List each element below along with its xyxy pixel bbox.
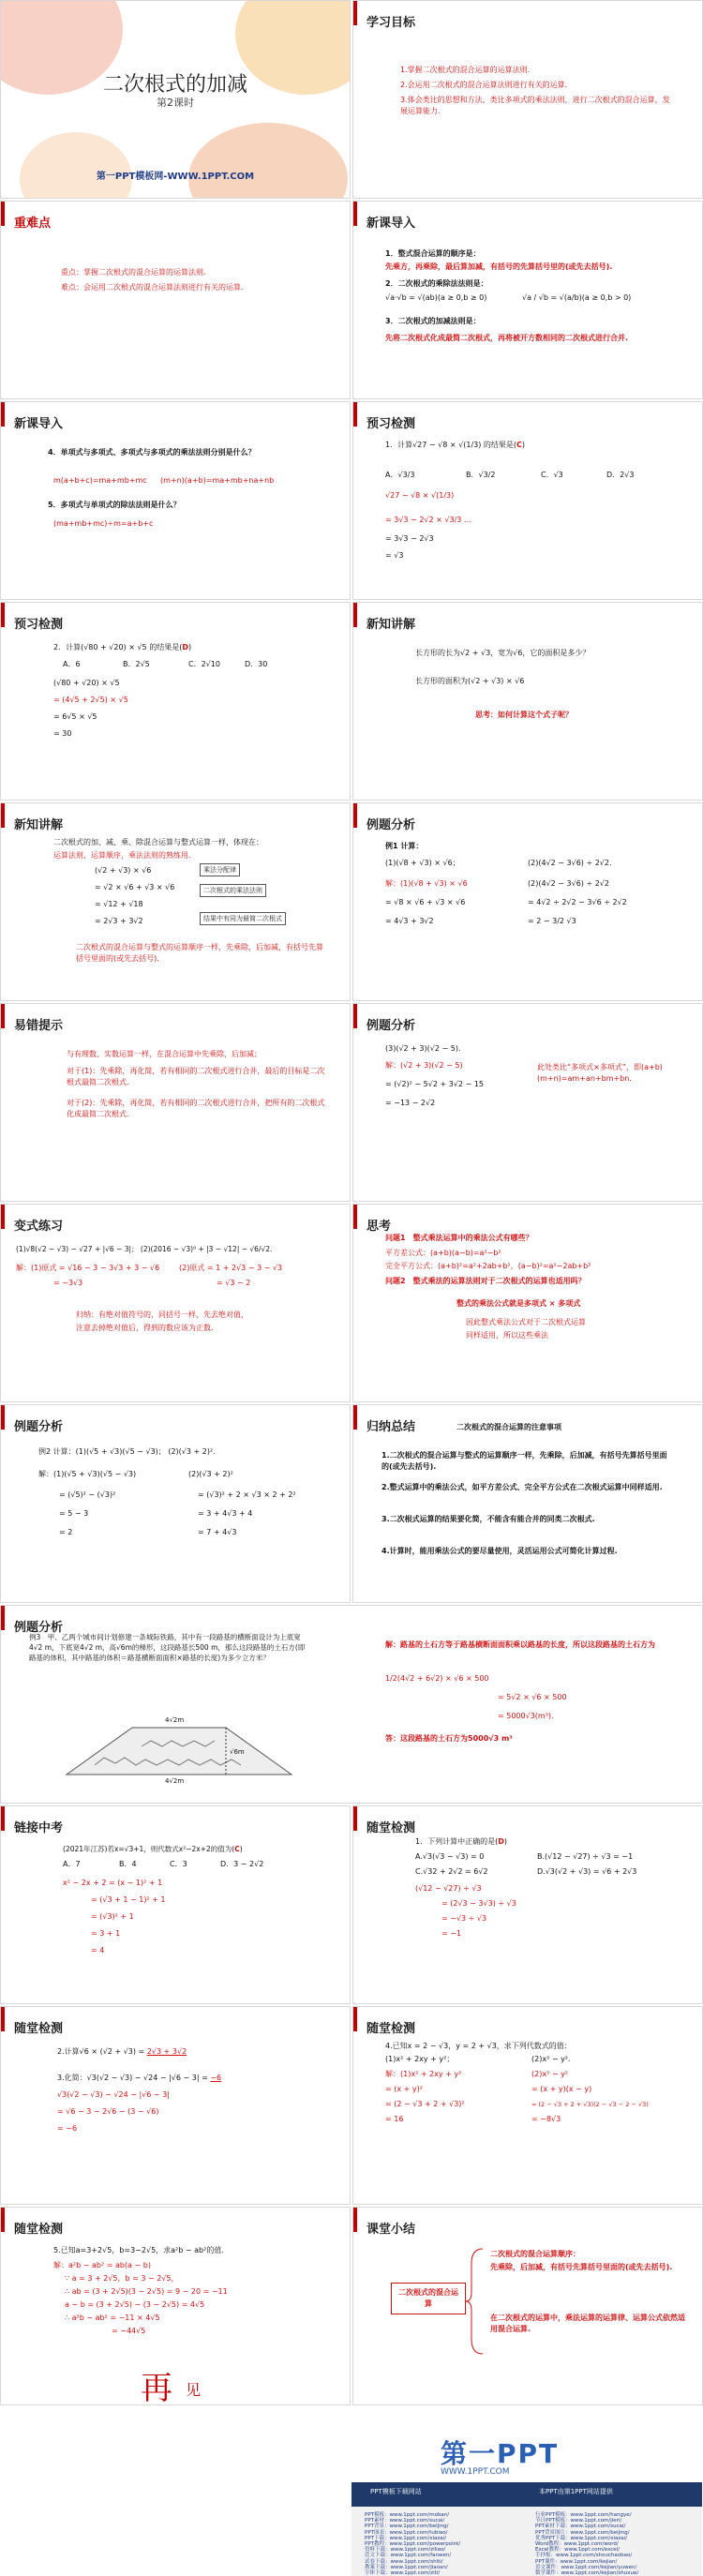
step: ∵ a = 3 + 2√5，b = 3 − 2√5，: [65, 2274, 179, 2283]
step: (2)(4√2 − 3√6) ÷ 2√2: [528, 879, 609, 888]
caution-slide: [0, 1003, 351, 1202]
answer: = −3√3: [53, 1279, 83, 1287]
option: B．4: [119, 1860, 137, 1868]
step: = 30: [53, 729, 72, 738]
brand-footer: [352, 2482, 702, 2576]
recap-item: 二次根式的混合运算顺序：: [490, 2250, 580, 2258]
step: = −1: [441, 1929, 462, 1938]
trapezoid-shape: [67, 1728, 292, 1775]
question: 2．二次根式的乘除法法则是：: [385, 279, 488, 288]
preview-slide-1: [352, 401, 703, 600]
option: C.√32 + 2√2 = 6√2: [415, 1867, 488, 1876]
note-item: 2.整式运算中的乘法公式，如平方差公式、完全平方公式在二次根式运算中同样适用.: [381, 1483, 663, 1491]
header-bar: [1, 1606, 5, 1630]
header-bar: [353, 1205, 357, 1229]
step: a − b = (3 + 2√5) − (3 − 2√5) = 4√5: [65, 2300, 205, 2309]
caution-line: 对于(2)：先乘除，再化简，若有相同的二次根式进行合并，把所有的二次根式化成最简二次根式.: [67, 1099, 325, 1118]
slide-title: 变式练习: [14, 1220, 64, 1234]
decor-blob: [188, 123, 348, 199]
question: 4.已知x = 2 − √3，y = 2 + √3，求下列代数式的值：: [385, 2042, 572, 2050]
recap-center: 二次根式的混合运算: [391, 2283, 466, 2314]
slide-title: 例题分析: [14, 1621, 64, 1635]
cover-slide: [0, 0, 351, 199]
annotation-box: 乘法分配律: [200, 863, 240, 876]
step: = −44√5: [112, 2327, 146, 2335]
class-check-slide-4: [0, 2207, 351, 2405]
question-end: ): [503, 1837, 507, 1846]
answer-choice: D: [182, 643, 188, 651]
tip: 归纳：有绝对值符号的，同括号一样，先去绝对值，: [76, 1310, 248, 1319]
header-bar: [1, 1405, 5, 1430]
option: B．2√5: [123, 660, 150, 668]
intro-slide-1: [352, 201, 703, 399]
answer: 因此整式乘法公式对于二次根式运算: [466, 1318, 586, 1326]
header-bar: [353, 603, 357, 627]
think-slide: [352, 1204, 703, 1402]
slide-title: 链接中考: [14, 1821, 64, 1835]
step: = 3√3 − 2√3: [385, 534, 434, 543]
key-points-slide: [0, 201, 351, 399]
header-bar: [1, 2208, 5, 2232]
note-item: 1.二次根式的混合运算与整式的运算顺序一样，先乘除，后加减，有括号先算括号里面的(或先去括号).: [381, 1451, 667, 1471]
step: = 4: [91, 1946, 105, 1954]
step: = (√3)² + 2 × √3 × 2 + 2²: [198, 1490, 296, 1499]
step: = 5√2 × √6 × 500: [498, 1693, 567, 1701]
footer-link[interactable]: PPT素材下载：www.1ppt.com/sucai/: [535, 2524, 626, 2530]
question: (3)(√2 + 3)(√2 − 5).: [385, 1044, 461, 1053]
step: = (2 − √3 + 2 + √3)(2 − √3 − 2 − √3): [531, 2101, 649, 2108]
question: (2)(4√2 − 3√6) ÷ 2√2.: [528, 859, 612, 867]
class-check-slide-3: [352, 2006, 703, 2205]
question: 5．多项式与单项式的除法法则是什么？: [48, 501, 181, 509]
slide-title: 预习检测: [14, 618, 64, 632]
header-bar: [1, 402, 5, 427]
problem: 问题1 整式乘法运算中的乘法公式有哪些？: [385, 1234, 533, 1242]
slide-title: 随堂检测: [366, 2022, 416, 2036]
option: D．3 − 2√2: [220, 1860, 264, 1868]
option: A．6: [63, 660, 81, 668]
example-slide-4: [0, 1605, 703, 1804]
step: = −6: [57, 2124, 78, 2133]
header-bar: [1, 202, 5, 226]
recap-item: 在二次根式的运算中，乘法运算的运算律、运算公式依然适用混合运算.: [490, 2314, 685, 2333]
question: 4．单项式与多项式、多项式与多项式的乘法法则分别是什么？: [48, 448, 256, 457]
footer-link[interactable]: 试卷下载：www.1ppt.com/shiti/: [365, 2558, 443, 2565]
question: [57, 2046, 187, 2058]
question-text: 1．下列计算中正确的是(: [415, 1837, 499, 1846]
footer-link[interactable]: PPT教程：www.1ppt.com/powerpoint/: [365, 2541, 461, 2547]
option: D．2√3: [606, 471, 635, 479]
footer-link[interactable]: 范文下载：www.1ppt.com/fanwen/: [365, 2553, 452, 2559]
option: D．30: [245, 660, 268, 668]
step: = (2√3 − 3√3) ÷ √3: [441, 1899, 516, 1908]
step: = 2√3 + 3√2: [95, 917, 143, 925]
header-bar: [353, 402, 357, 427]
question: 5.已知a=3+2√5，b=3−2√5，求a²b − ab²的值.: [53, 2246, 224, 2254]
step: = √3: [385, 551, 404, 560]
answer-choice: C: [234, 1845, 240, 1853]
question: 3．二次根式的加减法则是：: [385, 317, 481, 325]
summary-note-slide: [352, 1404, 703, 1603]
example-label: 例1 计算：: [385, 842, 424, 850]
step: = −√3 ÷ √3: [441, 1914, 487, 1923]
step: = √12 + √18: [95, 900, 143, 908]
difficulty-point: 难点：会运用二次根式的混合运算法则进行有关的运算.: [61, 283, 244, 292]
answer: 先乘方，再乘除，最后算加减，有括号的先算括号里的(或先去括号).: [385, 262, 613, 271]
step: = (√3 + 1 − 1)² + 1: [91, 1895, 166, 1904]
footer-link[interactable]: PPT课件：www.1ppt.com/kejian/: [535, 2558, 618, 2565]
think-prompt: 思考：如何计算这个式子呢？: [475, 711, 573, 719]
formula: √a / √b = √(a/b)(a ≥ 0,b > 0): [522, 293, 632, 302]
answer: 答：这段路基的土石方为5000√3 m³: [385, 1734, 513, 1743]
preview-slide-2: [0, 602, 351, 801]
option: A.√3(√3 − √3) = 0: [415, 1852, 485, 1861]
formula: (m+n)(a+b)=ma+mb+na+nb: [160, 476, 275, 485]
question-end: ): [521, 441, 526, 449]
class-check-slide-1: [352, 1805, 703, 2004]
header-bar: [1, 1004, 5, 1028]
step: = 3√3 − 2√2 × √3/3 ...: [385, 516, 471, 524]
step: = (4√5 + 2√5) × √5: [53, 696, 128, 704]
footer-link[interactable]: 行业PPT模板：www.1ppt.com/hangye/: [535, 2512, 632, 2518]
footer-link[interactable]: Word教程：www.1ppt.com/word/: [535, 2541, 619, 2547]
problem: 例3 甲、乙两个城市间计划修建一条城际铁路，其中有一段路基的横断面设计为上底宽4√2 m，下底宽4√2 m，高√6m的梯形，这段路基长500 m，那么这段路基的土石方(即路基的体积，其中路基的体积＝路基横断面面积×路基的长度)为多少立方米？: [29, 1633, 306, 1662]
step: = 5 − 3: [59, 1509, 89, 1518]
step: = (√2)² − 5√2 + 3√2 − 15: [385, 1080, 484, 1088]
intro-slide-2: [0, 401, 351, 600]
step: (√80 + √20) × √5: [53, 679, 120, 687]
step: = √8 × √6 + √3 × √6: [385, 898, 466, 906]
practice-slide: [0, 1204, 351, 1402]
footer-link[interactable]: PPT下载：www.1ppt.com/xiazai/: [365, 2535, 447, 2541]
footer-link[interactable]: 优秀PPT下载：www.1ppt.com/xiazai/: [535, 2535, 628, 2541]
intro-text: 运算法则，运算顺序，乘法法则的熟练用.: [53, 851, 191, 860]
cover-title: 二次根式的加减: [102, 73, 247, 97]
answer: = √3 − 2: [217, 1279, 251, 1287]
header-bar: [353, 803, 357, 828]
step: = (2 − √3 + 2 + √3)²: [385, 2100, 465, 2108]
step: = 5000√3(m³).: [498, 1712, 554, 1720]
step: = (x + y)(x − y): [531, 2085, 592, 2093]
heading: 二次根式的混合运算的注意事项: [456, 1423, 561, 1431]
objective-item: 2.会运用二次根式的混合运算法则进行有关的运算.: [400, 81, 568, 89]
note: 此处类比“多项式×多项式”，即(a+b)(m+n)=am+an+bm+bn.: [537, 1063, 663, 1083]
answer: (2)原式 = 1 + 2√3 − 3 − √3: [179, 1264, 283, 1272]
recap-slide: [352, 2207, 703, 2405]
note-item: 4.计算时，能用乘法公式的要尽量使用，灵活运用公式可简化计算过程.: [381, 1547, 618, 1555]
step: = (√5)² − (√3)²: [59, 1490, 116, 1499]
step: √27 − √8 × √(1/3): [385, 491, 455, 500]
step: = −8√3: [531, 2115, 561, 2123]
option: B.(√12 − √27) ÷ √3 = −1: [537, 1852, 634, 1861]
objective-item: 1.掌握二次根式的混合运算的运算法则.: [400, 66, 531, 74]
header-bar: [353, 1405, 357, 1430]
example-slide-3: [0, 1404, 351, 1603]
formula: 平方差公式：(a+b)(a−b)=a²−b²: [385, 1249, 501, 1257]
step: = 3 + 1: [91, 1929, 121, 1938]
annotation-box: 二次根式的乘法法则: [200, 884, 266, 897]
slide-title: 归纳总结: [366, 1420, 416, 1434]
dimension-label: 4√2m: [165, 1777, 185, 1784]
brace-lines: [466, 2245, 485, 2358]
question: [385, 440, 525, 451]
question-end: ): [187, 643, 192, 651]
step: ∴ ab = (3 + 2√5)(3 − 2√5) = 9 − 20 = −11: [65, 2287, 228, 2296]
key-point: 重点：掌握二次根式的混合运算的运算法则.: [61, 268, 206, 277]
example-slide-2: [352, 1003, 703, 1202]
option: C．√3: [541, 471, 563, 479]
slide-title: 新课导入: [14, 417, 64, 431]
slide-title: 例题分析: [14, 1420, 64, 1434]
footer-link[interactable]: PPT图表：www.1ppt.com/tubiao/: [365, 2529, 448, 2536]
step: 解：(1)(√8 + √3) × √6: [385, 879, 468, 888]
footer-link[interactable]: PPT模板：www.1ppt.com/moban/: [365, 2512, 450, 2518]
slide-title: 思考: [366, 1220, 392, 1234]
question-text: 1．计算√27 − √8 × √(1/3) 的结果是(: [385, 441, 517, 449]
option: D.√3(√2 + √3) = √6 + 2√3: [537, 1867, 637, 1876]
question-text: 3.化简：√3(√2 − √3) − √24 − |√6 − 3| =: [57, 2074, 211, 2082]
header-bar: [1, 803, 5, 828]
annotation-box: 结果中有同为最简二次根式: [200, 912, 286, 925]
step: ∴ a²b − ab² = −11 × 4√5: [65, 2314, 160, 2322]
part: (1)x² + 2xy + y²；: [385, 2055, 455, 2063]
goodbye-text-small: 见: [186, 2381, 202, 2399]
question: 长方形的面积为(√2 + √3) × √6: [415, 677, 525, 685]
footer-link[interactable]: PPT素材：www.1ppt.com/sucai/: [365, 2518, 445, 2524]
question: 长方形的长为√2 + √3，宽为√6，它的面积是多少？: [415, 649, 591, 657]
footer-link[interactable]: 教案下载：www.1ppt.com/jiaoan/: [365, 2564, 448, 2570]
slide-title: 例题分析: [366, 1019, 416, 1033]
step: = 4√2 ÷ 2√2 − 3√6 ÷ 2√2: [528, 898, 627, 906]
brand-logo: 第一PPT: [441, 2438, 560, 2469]
answer: 先将二次根式化成最简二次根式，再将被开方数相同的二次根式进行合并.: [385, 334, 629, 342]
note-item: 3.二次根式运算的结果要化简，不能含有能合并的同类二次根式.: [381, 1515, 595, 1523]
header-bar: [353, 1806, 357, 1831]
step: = 2 − 3/2 √3: [528, 917, 576, 925]
formula: (ma+mb+mc)÷m=a+b+c: [53, 519, 154, 528]
recap-item: 先乘除，后加减，有括号先算括号里面的(或先去括号).: [490, 2263, 673, 2271]
footer-link[interactable]: 手抄报：www.1ppt.com/shouchaobao/: [535, 2553, 633, 2559]
cover-watermark: 第一PPT模板网-WWW.1PPT.COM: [96, 172, 255, 182]
dimension-label: √6m: [230, 1748, 245, 1756]
footer-link[interactable]: 字体下载：www.1ppt.com/ziti/: [365, 2570, 441, 2576]
step: = 2: [59, 1528, 73, 1536]
footer-link[interactable]: 资料下载：www.1ppt.com/ziliao/: [365, 2547, 446, 2554]
step: = 7 + 4√3: [198, 1528, 237, 1536]
footer-left-title: PPT模板下载网站: [370, 2488, 422, 2495]
header-bar: [1, 1806, 5, 1831]
question-text: 2.计算√6 × (√2 + √3) =: [57, 2047, 147, 2056]
option: A．√3/3: [385, 471, 415, 479]
answer: 同样适用，所以这些乘法: [466, 1331, 548, 1340]
footer-link[interactable]: 数学课件：www.1ppt.com/kejian/shuxue/: [535, 2570, 639, 2576]
step: = (√3)² + 1: [91, 1912, 134, 1921]
dimension-label: 4√2m: [165, 1716, 185, 1724]
step: = 4√3 + 3√2: [385, 917, 434, 925]
footer-link[interactable]: Excel教程：www.1ppt.com/excel/: [535, 2547, 621, 2554]
question: 1．整式混合运算的顺序是：: [385, 249, 481, 258]
step: = −13 − 2√2: [385, 1099, 436, 1107]
step: = √6 − 3 − 2√6 − (3 − √6): [57, 2107, 159, 2116]
step: √3(√2 − √3) − √24 − |√6 − 3|: [57, 2090, 170, 2099]
question: (1)√8(√2 − √3) − √27 + |√6 − 3|； (2)(2016 − √3)⁰ + |3 − √12| − √6/√2.: [16, 1245, 273, 1253]
formula: m(a+b+c)=ma+mb+mc: [53, 476, 147, 485]
part: (2)x² − y².: [531, 2055, 571, 2063]
option: C．2√10: [188, 660, 220, 668]
footer-link[interactable]: 节日PPT模板：www.1ppt.com/jieri/: [535, 2518, 622, 2524]
step: 1/2(4√2 + 6√2) × √6 × 500: [385, 1674, 489, 1683]
solution: 解：路基的土石方等于路基横断面面积乘以路基的长度，所以这段路基的土石方为: [385, 1640, 655, 1649]
formula: 完全平方公式：(a+b)²=a²+2ab+b²，(a−b)²=a²−2ab+b²: [385, 1262, 591, 1270]
decor-blob: [20, 132, 132, 199]
objectives-slide: [352, 0, 703, 199]
slide-title: 易错提示: [14, 1019, 64, 1033]
exam-link-slide: [0, 1805, 351, 2004]
question: [57, 2073, 221, 2084]
slide-title: 学习目标: [366, 16, 416, 30]
footer-link[interactable]: PPT背景图片：www.1ppt.com/beijing/: [535, 2529, 630, 2536]
slide-title: 随堂检测: [14, 2223, 64, 2237]
question: [53, 642, 191, 653]
answer: 解：(1)原式 = √16 − 3 − 3√3 + 3 − √6: [16, 1264, 160, 1272]
step: 解：(1)(√5 + √3)(√5 − √3): [38, 1470, 137, 1478]
header-bar: [1, 603, 5, 627]
answer-choice: D: [498, 1837, 504, 1846]
slide-title: 随堂检测: [366, 1821, 416, 1835]
tip: 注意去掉绝对值后，得到的数应该为正数.: [76, 1324, 214, 1332]
step: (√12 − √27) ÷ √3: [415, 1884, 482, 1893]
fill-answer: −6: [210, 2074, 222, 2082]
note: 二次根式的混合运算与整式的运算顺序一样，先乘除，后加减，有括号先算括号里面的(或先去括号).: [76, 943, 323, 963]
slide-title: 新知讲解: [366, 618, 416, 632]
goodbye-slide: [0, 2407, 351, 2576]
slide-title: 例题分析: [366, 818, 416, 832]
slide-title: 重难点: [14, 217, 52, 231]
caution-line: 与有理数、实数运算一样，在混合运算中先乘除，后加减；: [67, 1050, 262, 1058]
header-bar: [1, 2007, 5, 2031]
footer-right-title: 本PPT由第1PPT网站提供: [539, 2488, 613, 2495]
step: x² − 2x + 2 = (x − 1)² + 1: [63, 1879, 163, 1887]
example-slide-1: [352, 802, 703, 1001]
question: [63, 1844, 243, 1855]
brand-url: WWW.1PPT.COM: [441, 2467, 510, 2477]
example-label: 例2 计算：(1)(√5 + √3)(√5 − √3)； (2)(√3 + 2)².: [38, 1447, 216, 1456]
fill-answer: 2√3 + 3√2: [146, 2047, 187, 2056]
step: (2)(√3 + 2)²: [188, 1470, 233, 1478]
new-knowledge-slide-1: [352, 602, 703, 801]
intro-text: 二次根式的加、减、乘、除混合运算与整式运算一样，体现在：: [53, 838, 263, 846]
slide-title: 课堂小结: [366, 2223, 416, 2237]
question-end: ): [239, 1845, 243, 1853]
question-text: 2．计算(√80 + √20) × √5 的结果是(: [53, 643, 183, 651]
header-bar: [353, 1004, 357, 1028]
new-knowledge-slide-2: [0, 802, 351, 1001]
option: B．√3/2: [466, 471, 496, 479]
question: [415, 1836, 507, 1848]
header-bar: [353, 1, 357, 25]
option: A．7: [63, 1860, 81, 1868]
step: = (x + y)²: [385, 2085, 423, 2093]
step: = 6√5 × √5: [53, 712, 97, 721]
header-bar: [353, 2208, 357, 2232]
step: (√2 + √3) × √6: [95, 866, 152, 875]
footer-link[interactable]: 语文课件：www.1ppt.com/kejian/yuwen/: [535, 2564, 637, 2570]
answer-choice: C: [516, 441, 522, 449]
step: 解：a²b − ab² = ab(a − b): [53, 2261, 151, 2269]
caution-line: 对于(1)：先乘除，再化简，若有相同的二次根式进行合并，最后的目标是二次根式最简二次根式.: [67, 1067, 325, 1086]
header-bar: [1, 1205, 5, 1229]
question-text: (2021年江苏)若x=√3+1，则代数式x²−2x+2的值为(: [63, 1845, 235, 1853]
formula: √a·√b = √(ab)(a ≥ 0,b ≥ 0): [385, 293, 487, 302]
question: (1)(√8 + √3) × √6；: [385, 859, 460, 867]
step: (2)x² − y²: [531, 2070, 569, 2078]
answer: 整式的乘法公式就是多项式 × 多项式: [456, 1299, 581, 1308]
goodbye-text: 再: [141, 2370, 172, 2407]
footer-link[interactable]: PPT背景：www.1ppt.com/beijing/: [365, 2524, 449, 2530]
cover-subtitle: 第2课时: [157, 97, 194, 109]
objective-item: 3.体会类比的思想和方法，类比多项式的乘法法则，进行二次根式的混合运算，发展运算能力.: [400, 96, 670, 115]
slide-title: 新知讲解: [14, 818, 64, 832]
step: 解：(√2 + 3)(√2 − 5): [385, 1061, 463, 1070]
step: = 16: [385, 2115, 404, 2123]
problem: 问题2 整式乘法的运算法则对于二次根式的运算也适用吗？: [385, 1277, 586, 1285]
header-bar: [353, 2007, 357, 2031]
step: = √2 × √6 + √3 × √6: [95, 883, 175, 891]
slide-title: 随堂检测: [14, 2022, 64, 2036]
step: = 3 + 4√3 + 4: [198, 1509, 253, 1518]
step: 解：(1)x² + 2xy + y²: [385, 2070, 462, 2078]
brace-path: [466, 2249, 483, 2354]
trapezoid-figure: [57, 1709, 301, 1784]
slide-title: 预习检测: [366, 417, 416, 431]
header-bar: [353, 202, 357, 226]
option: C．3: [170, 1860, 187, 1868]
class-check-slide-2: [0, 2006, 351, 2205]
slide-title: 新课导入: [366, 217, 416, 231]
